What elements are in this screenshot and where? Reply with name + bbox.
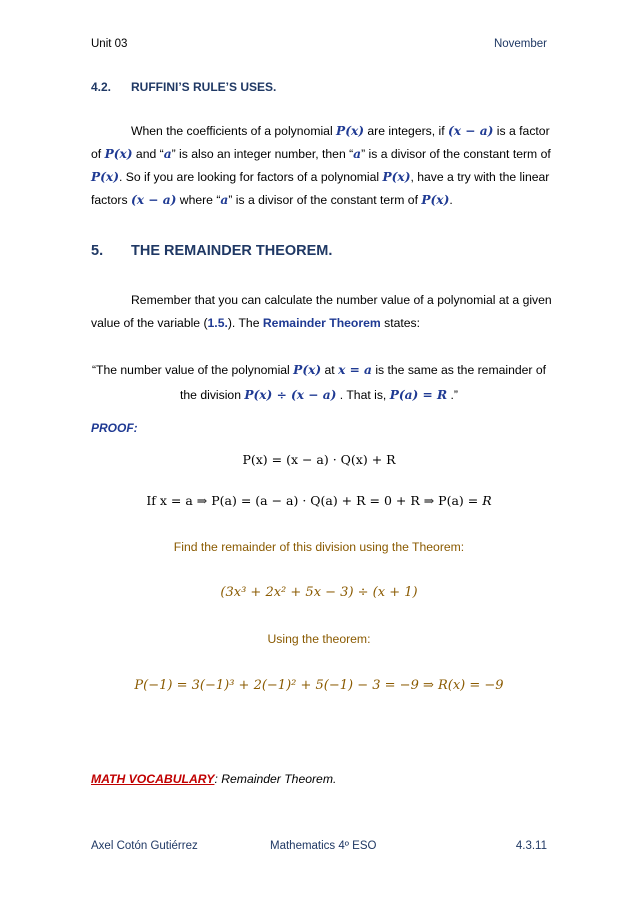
section-title-5: THE REMAINDER THEOREM. xyxy=(131,243,333,259)
math-vocabulary xyxy=(91,772,336,786)
footer-date: 4.3.11 xyxy=(515,840,547,852)
section-number-4-2: 4.2. xyxy=(91,80,112,94)
section-title-4-2: RUFFINI’S RULE’S USES. xyxy=(131,80,277,94)
proof-equation-1: P(x) = (x − a) · Q(x) + R xyxy=(242,452,396,467)
footer-author: Axel Cotón Gutiérrez xyxy=(91,840,198,852)
theorem-statement: “The number value of the polynomial P(x) at x = a is the same as the remainder of the division P(x) ÷ (x − a) . That is, P(a) = R .” xyxy=(91,363,547,402)
footer-course: Mathematics 4º ESO xyxy=(270,840,377,852)
remainder-intro-paragraph: Remember that you can calculate the number value of a polynomial at a given value of the variable (1.5.). The Remainder Theorem states: xyxy=(91,293,552,330)
example-solution: P(−1) = 3(−1)³ + 2(−1)² + 5(−1) − 3 = −9 ⇒ R(x) = −9 xyxy=(134,678,504,693)
example-division: (3x³ + 2x² + 5x − 3) ÷ (x + 1) xyxy=(220,585,418,600)
header-unit: Unit 03 xyxy=(91,38,128,50)
example-prompt: Find the remainder of this division using the Theorem: xyxy=(173,540,465,554)
proof-label: PROOF: xyxy=(91,421,138,435)
proof-equation-2: If x = a ⇒ P(a) = (a − a) · Q(a) + R = 0 + R ⇒ P(a) = R xyxy=(146,493,492,508)
ruffini-paragraph: When the coefficients of a polynomial P(x) are integers, if (x − a) is a factor of P(x) and “a” is also an integer number, then “a” is a divisor of the constant term of P(x). So if you are looking for factors of a polynomial P(x), have a try with the linear factors (x − a) where “a” is a divisor of the constant term of P(x). xyxy=(91,124,551,207)
vocab-label: MATH VOCABULARY xyxy=(91,772,215,786)
vocab-text: : Remainder Theorem. xyxy=(214,772,337,786)
section-number-5: 5. xyxy=(91,243,104,259)
using-theorem-label: Using the theorem: xyxy=(267,632,371,646)
header-month: November xyxy=(493,38,547,50)
